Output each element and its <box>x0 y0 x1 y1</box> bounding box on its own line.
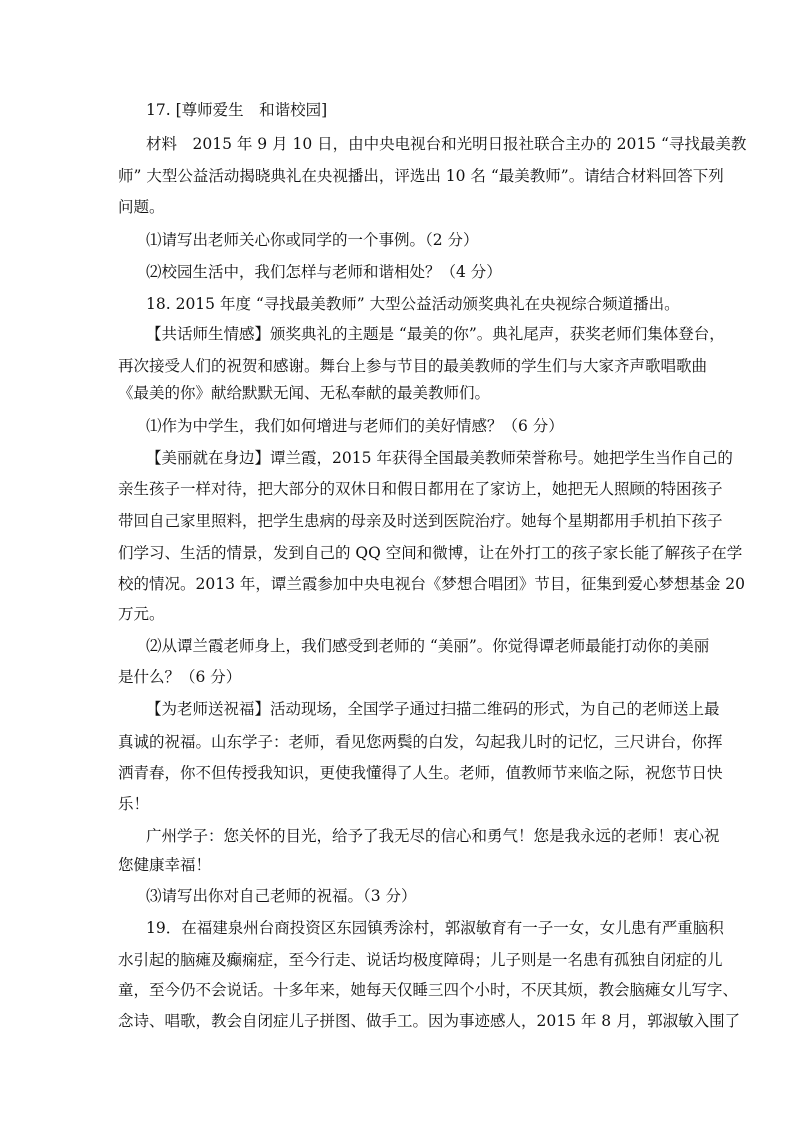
q19-line-1: 19．在福建泉州台商投资区东园镇秀涂村，郭淑敏育有一子一女，女儿患有严重脑积 <box>146 919 724 937</box>
q17-sub-question-2: ⑵校园生活中，我们怎样与老师和谐相处？（4 分） <box>146 263 502 281</box>
q17-material-line-1: 材料 2015 年 9 月 10 日，由中央电视台和光明日报社联合主办的 2015 “寻找最美教 <box>146 135 747 153</box>
q18-section3-line-1: 【为老师送祝福】活动现场，全国学子通过扫描二维码的形式，为自己的老师送上最 <box>146 700 720 718</box>
q18-section1-line-3: 《最美的你》献给默默无闻、无私奉献的最美教师们。 <box>118 384 491 402</box>
q18-guangzhou-line-2: 您健康幸福！ <box>118 856 212 874</box>
q18-section1-line-2: 再次接受人们的祝贺和感谢。舞台上参与节目的最美教师的学生们与大家齐声歌唱歌曲 <box>118 357 708 375</box>
q18-section3-line-2: 真诚的祝福。山东学子：老师，看见您两鬓的白发，勾起我儿时的记忆，三尺讲台，你挥 <box>118 733 723 751</box>
q17-heading: 17. [尊师爱生 和谐校园] <box>146 101 328 119</box>
q18-sub-question-3: ⑶请写出你对自己老师的祝福。（3 分） <box>146 887 417 905</box>
q18-section2-line-3: 带回自己家里照料，把学生患病的母亲及时送到医院治疗。她每个星期都用手机拍下孩子 <box>118 512 723 530</box>
q18-section3-line-4: 乐！ <box>118 795 150 813</box>
q18-section2-line-2: 亲生孩子一样对待，把大部分的双休日和假日都用在了家访上，她把无人照顾的特困孩子 <box>118 480 723 498</box>
q18-sub-question-1: ⑴作为中学生，我们如何增进与老师们的美好情感？（6 分） <box>146 417 564 435</box>
q18-section2-line-1: 【美丽就在身边】谭兰霞，2015 年获得全国最美教师荣誉称号。她把学生当作自己的 <box>146 449 733 467</box>
q18-section2-line-4: 们学习、生活的情景，发到自己的 QQ 空间和微博，让在外打工的孩子家长能了解孩子在学 <box>118 544 743 562</box>
q17-sub-question-1: ⑴请写出老师关心你或同学的一个事例。（2 分） <box>146 231 479 249</box>
q18-intro: 18. 2015 年度 “寻找最美教师” 大型公益活动颁奖典礼在央视综合频道播出。 <box>146 295 680 313</box>
q17-material-line-3: 问题。 <box>118 198 165 216</box>
q18-guangzhou-line-1: 广州学子：您关怀的目光，给予了我无尽的信心和勇气！您是我永远的老师！衷心祝 <box>146 827 720 845</box>
q19-line-3: 童，至今仍不会说话。十多年来，她每天仅睡三四个小时，不厌其烦，教会脑瘫女儿写字、 <box>118 981 739 999</box>
q19-line-4: 念诗、唱歌，教会自闭症儿子拼图、做手工。因为事迹感人，2015 年 8 月，郭淑敏入围了 <box>118 1012 741 1030</box>
q18-section1-line-1: 【共话师生情感】颁奖典礼的主题是 “最美的你”。典礼尾声，获奖老师们集体登台， <box>146 325 725 343</box>
q17-material-line-2: 师” 大型公益活动揭晓典礼在央视播出，评选出 10 名 “最美教师”。请结合材料回答下列 <box>118 167 724 185</box>
q19-line-2: 水引起的脑瘫及癫痫症，至今行走、说话均极度障碍；儿子则是一名患有孤独自闭症的儿 <box>118 951 723 969</box>
q18-section2-line-5: 校的情况。2013 年，谭兰霞参加中央电视台《梦想合唱团》节目，征集到爱心梦想基金 20 <box>118 575 746 593</box>
q18-section3-line-3: 洒青春，你不但传授我知识，更使我懂得了人生。老师，值教师节来临之际，祝您节日快 <box>118 764 723 782</box>
q18-sub-question-2-line-1: ⑵从谭兰霞老师身上，我们感受到老师的 “美丽”。你觉得谭老师最能打动你的美丽 <box>146 637 710 655</box>
q18-section2-line-6: 万元。 <box>118 605 165 623</box>
q18-sub-question-2-line-2: 是什么？（6 分） <box>118 668 242 686</box>
